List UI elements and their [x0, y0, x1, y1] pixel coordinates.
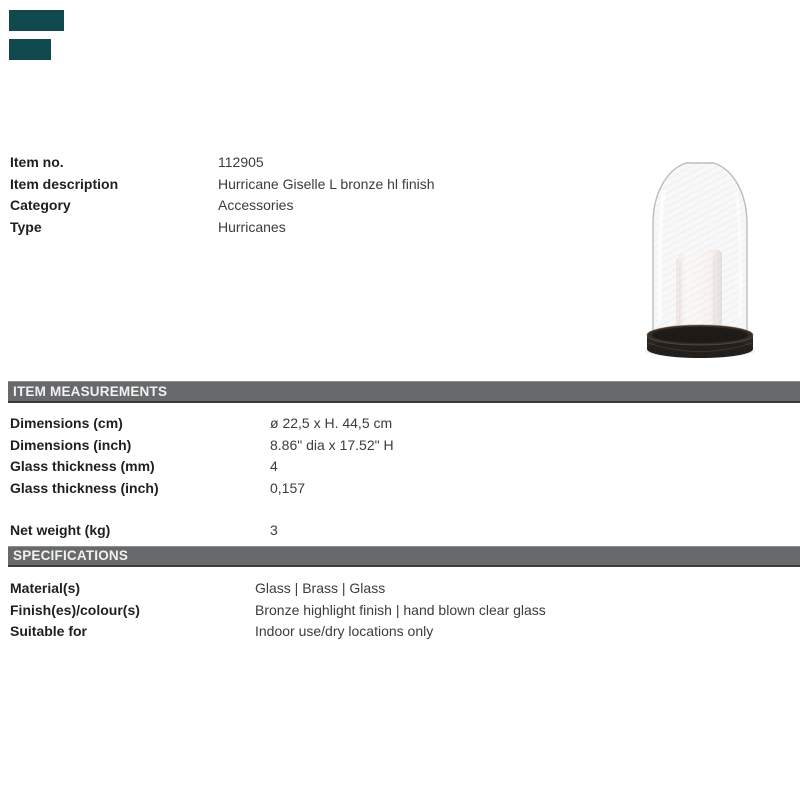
table-row: [10, 621, 792, 643]
table-row: [10, 456, 792, 478]
glass-thickness-mm-label: Glass thickness (mm): [10, 458, 155, 475]
category-value: Accessories: [218, 197, 294, 214]
table-row: [10, 435, 792, 457]
item-measurements-header: [8, 381, 800, 403]
specifications-title: SPECIFICATIONS: [13, 548, 129, 563]
product-image: [640, 150, 760, 362]
category-label: Category: [10, 197, 71, 214]
item-measurements-title: ITEM MEASUREMENTS: [13, 384, 168, 399]
dimensions-inch-value: 8.86" dia x 17.52" H: [270, 436, 394, 453]
dimensions-inch-label: Dimensions (inch): [10, 436, 132, 453]
finish-colour-value: Bronze highlight finish | hand blown clear glass: [255, 601, 546, 618]
hurricane-candle-photo: [640, 150, 760, 362]
table-row: [10, 413, 792, 435]
logo-block-top: [9, 10, 64, 31]
specifications-header: [8, 546, 800, 567]
glass-thickness-inch-value: 0,157: [270, 480, 306, 497]
glass-thickness-inch-label: Glass thickness (inch): [10, 480, 159, 497]
item-description-label: Item description: [10, 175, 119, 192]
measurements-table: [10, 413, 792, 500]
table-row: [10, 520, 792, 542]
base-tray: [647, 325, 753, 358]
table-row: [10, 478, 792, 500]
item-no-value: 112905: [218, 154, 264, 170]
specifications-table: [10, 578, 792, 643]
net-weight-label: Net weight (kg): [10, 522, 111, 538]
table-row: [10, 600, 792, 622]
dimensions-cm-label: Dimensions (cm): [10, 415, 123, 431]
glass-texture: [653, 163, 747, 332]
type-value: Hurricanes: [218, 219, 286, 236]
suitable-for-label: Suitable for: [10, 623, 88, 640]
table-row: [10, 578, 792, 600]
logo-block-bottom: [9, 39, 51, 60]
materials-label: Material(s): [10, 580, 81, 596]
item-no-label: Item no.: [10, 154, 64, 170]
materials-value: Glass | Brass | Glass: [255, 580, 386, 596]
finish-colour-label: Finish(es)/colour(s): [10, 601, 140, 618]
net-weight-row: [10, 520, 792, 542]
net-weight-value: 3: [270, 522, 278, 538]
item-description-value: Hurricane Giselle L bronze hl finish: [218, 175, 435, 192]
suitable-for-value: Indoor use/dry locations only: [255, 623, 434, 640]
glass-thickness-mm-value: 4: [270, 458, 278, 475]
type-label: Type: [10, 219, 42, 236]
dimensions-cm-value: ø 22,5 x H. 44,5 cm: [270, 415, 393, 431]
